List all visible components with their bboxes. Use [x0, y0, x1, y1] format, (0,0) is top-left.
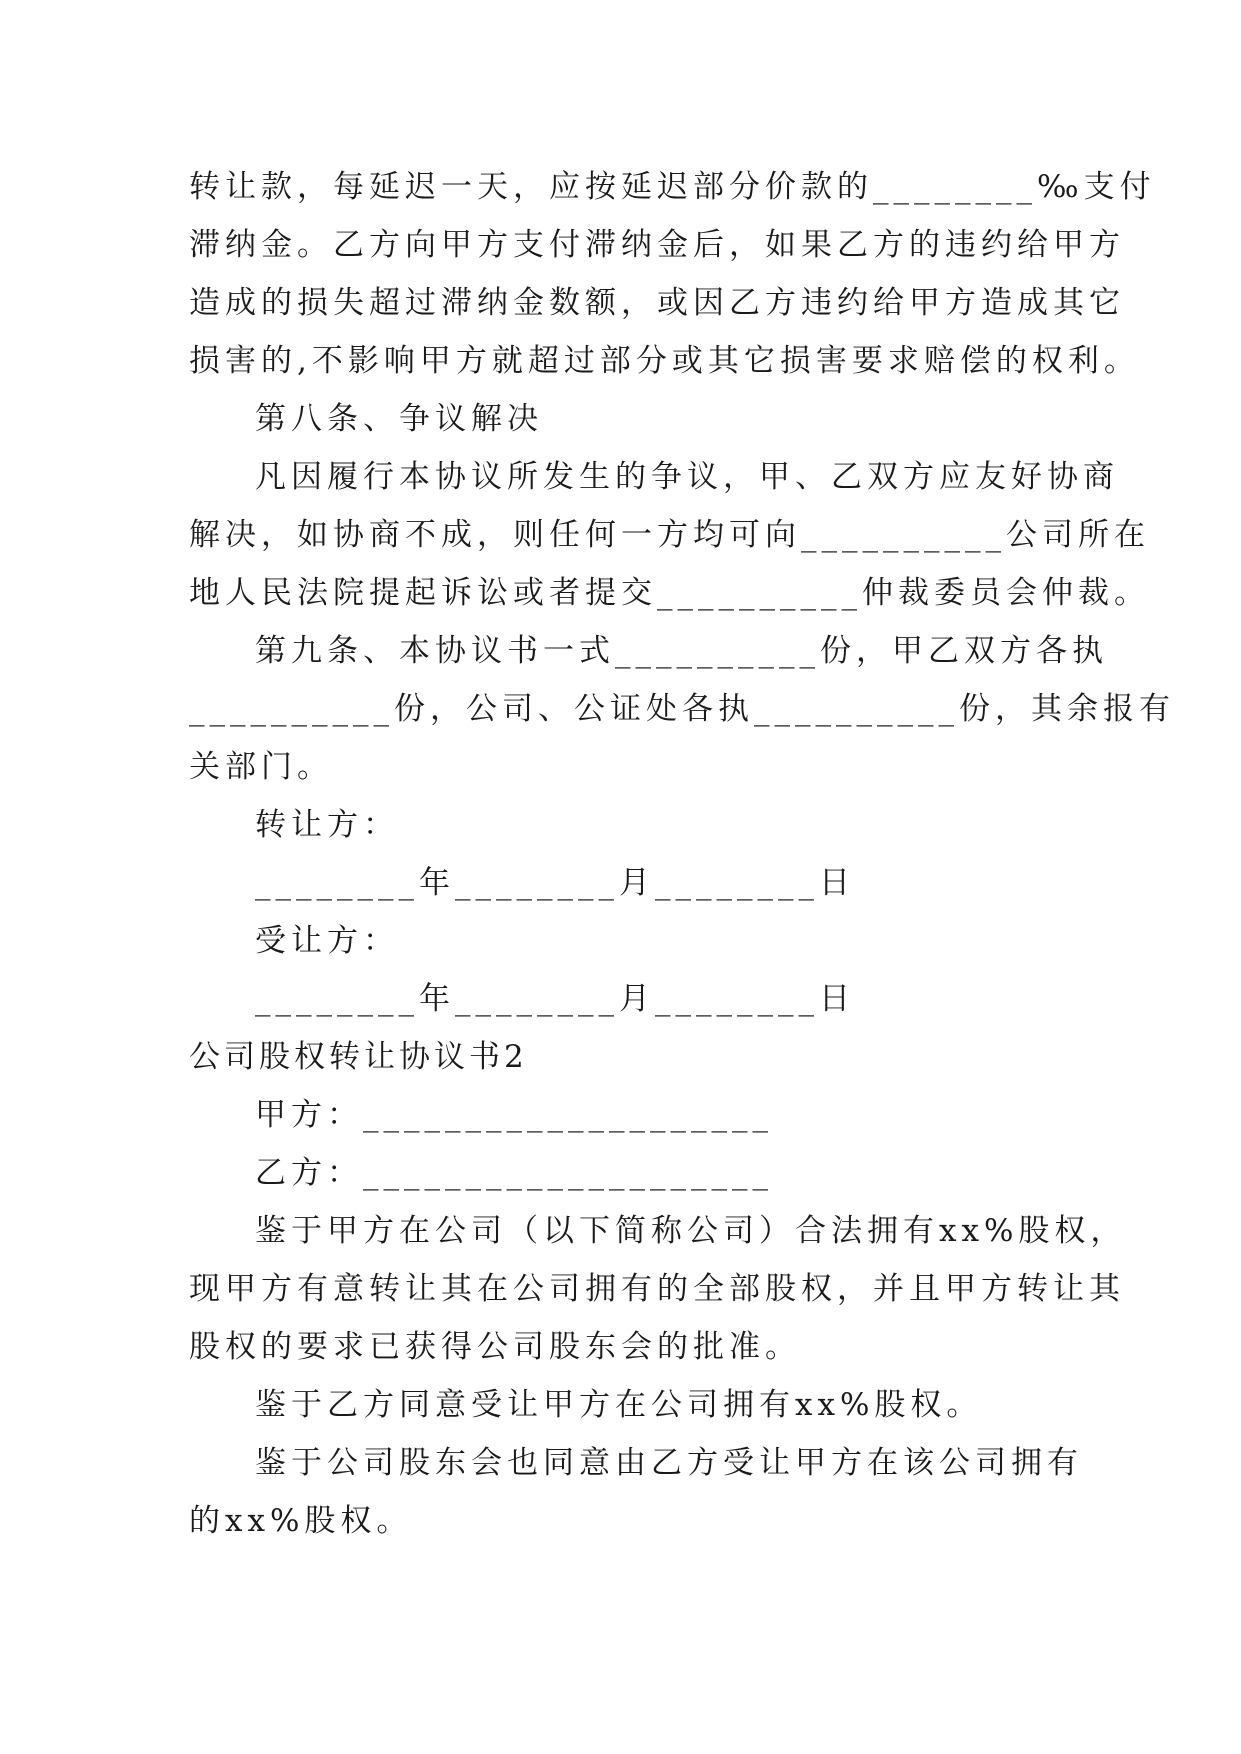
date-line: ________年________月________日: [255, 981, 855, 1017]
text-line: 损害的,不影响甲方就超过部分或其它损害要求赔偿的权利。: [189, 343, 1140, 379]
text-line: 的xx%股权。: [189, 1503, 413, 1539]
text-line: 鉴于乙方同意受让甲方在公司拥有xx%股权。: [255, 1387, 983, 1423]
text-line: __________份，公司、公证处各执__________份，其余报有: [189, 691, 1175, 727]
text-line: 鉴于甲方在公司（以下简称公司）合法拥有xx%股权，: [255, 1213, 1127, 1249]
party-line: 甲方：____________________: [255, 1097, 773, 1133]
section-heading: 第八条、争议解决: [255, 401, 543, 437]
text-line: 转让款，每延迟一天，应按延迟部分价款的________‰支付: [189, 169, 1156, 205]
text-line: 滞纳金。乙方向甲方支付滞纳金后，如果乙方的违约给甲方: [189, 227, 1125, 263]
text-line: 第九条、本协议书一式__________份，甲乙双方各执: [255, 633, 1108, 669]
party-line: 乙方：____________________: [255, 1155, 773, 1191]
document-title: 公司股权转让协议书2: [189, 1039, 528, 1075]
text-line: 鉴于公司股东会也同意由乙方受让甲方在该公司拥有: [255, 1445, 1083, 1481]
text-line: 股权的要求已获得公司股东会的批准。: [189, 1329, 801, 1365]
text-line: 地人民法院提起诉讼或者提交__________仲裁委员会仲裁。: [189, 575, 1150, 611]
text-line: 现甲方有意转让其在公司拥有的全部股权，并且甲方转让其: [189, 1271, 1125, 1307]
signature-label: 转让方：: [255, 807, 399, 843]
text-line: 关部门。: [189, 749, 333, 785]
text-line: 解决，如协商不成，则任何一方均可向__________公司所在: [189, 517, 1150, 553]
signature-label: 受让方：: [255, 923, 399, 959]
text-line: 造成的损失超过滞纳金数额，或因乙方违约给甲方造成其它: [189, 285, 1125, 321]
text-line: 凡因履行本协议所发生的争议，甲、乙双方应友好协商: [255, 459, 1119, 495]
document-body: [189, 158, 1175, 1550]
date-line: ________年________月________日: [255, 865, 855, 901]
